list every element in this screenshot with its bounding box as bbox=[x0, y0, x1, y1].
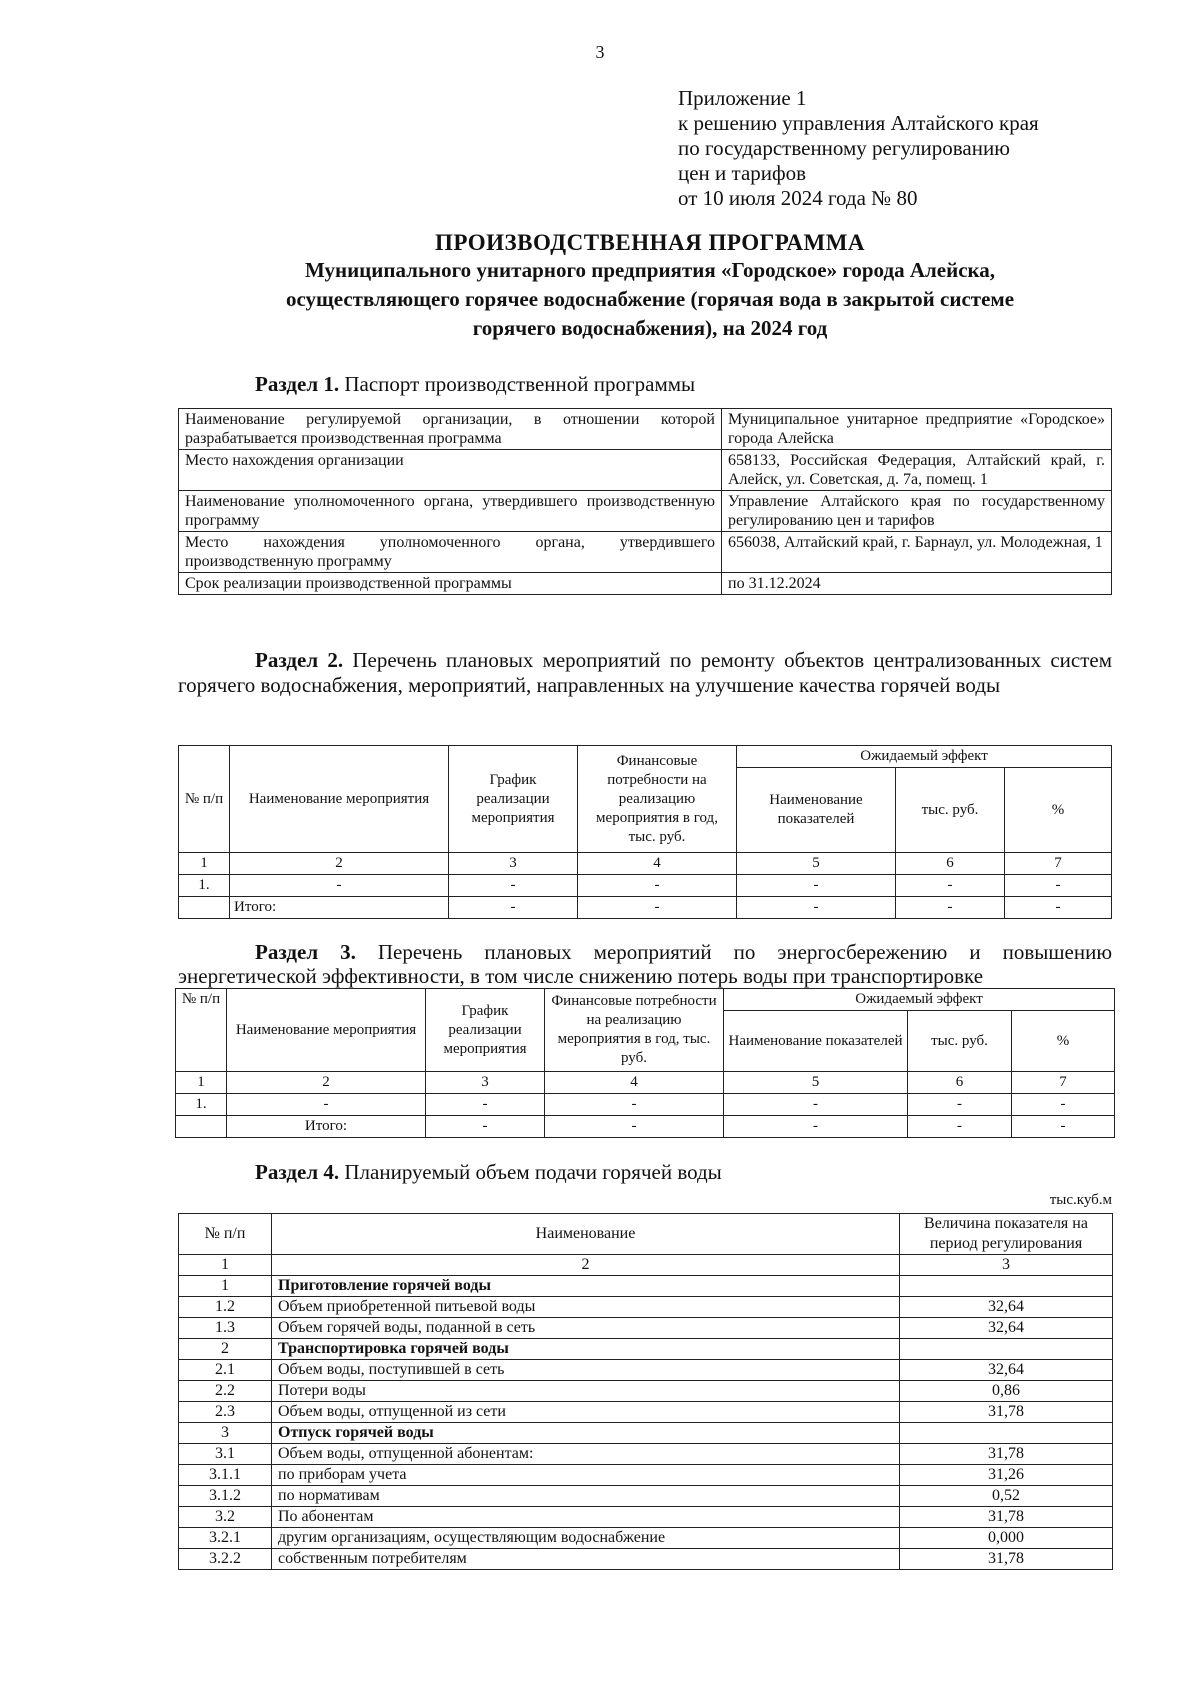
col-header-num: № п/п bbox=[179, 746, 230, 853]
table-row bbox=[179, 1339, 1113, 1360]
column-numbers-row bbox=[179, 1255, 1113, 1276]
section4-label: Раздел 4. bbox=[255, 1160, 340, 1184]
col-header-indicator: Наименование показателей bbox=[737, 768, 896, 853]
column-number: 1 bbox=[179, 853, 230, 875]
column-number: 6 bbox=[908, 1072, 1012, 1094]
row-value: 31,78 bbox=[900, 1507, 1113, 1528]
section1-text: Паспорт производственной программы bbox=[344, 372, 696, 396]
row-number: 1.3 bbox=[179, 1318, 272, 1339]
table-row bbox=[179, 1360, 1113, 1381]
table-row bbox=[179, 1549, 1113, 1570]
row-number: 3.1.1 bbox=[179, 1465, 272, 1486]
title-sub-line: горячего водоснабжения), на 2024 год bbox=[472, 316, 828, 340]
table-row bbox=[179, 409, 1112, 450]
column-number: 5 bbox=[737, 853, 896, 875]
passport-field-value: 656038, Алтайский край, г. Барнаул, ул. Молодежная, 1 bbox=[722, 532, 1112, 573]
row-name: Потери воды bbox=[272, 1381, 900, 1402]
section4-table bbox=[178, 1213, 1113, 1570]
annex-line: по государственному регулированию bbox=[678, 136, 1010, 160]
section1-heading bbox=[255, 372, 1115, 397]
row-value bbox=[900, 1276, 1113, 1297]
row-number: 3.1.2 bbox=[179, 1486, 272, 1507]
col-header-indicator: Наименование показателей bbox=[724, 1011, 908, 1072]
column-number: 7 bbox=[1005, 853, 1112, 875]
column-number: 5 bbox=[724, 1072, 908, 1094]
section3-heading bbox=[178, 940, 1112, 988]
passport-field-name: Наименование уполномоченного органа, утвердившего производственную программу bbox=[179, 491, 722, 532]
row-value: 31,78 bbox=[900, 1402, 1113, 1423]
section2-text: Перечень плановых мероприятий по ремонту объектов централизованных систем горячего водоснабжения, мероприятий, направленных на улучшение качества горячей воды bbox=[178, 648, 1112, 697]
row-name: другим организациям, осуществляющим водоснабжение bbox=[272, 1528, 900, 1549]
col-header-num: № п/п bbox=[176, 989, 227, 1072]
table-cell: 1. bbox=[179, 875, 230, 897]
row-value: 32,64 bbox=[900, 1318, 1113, 1339]
passport-field-name: Наименование регулируемой организации, в отношении которой разрабатывается производственная программа bbox=[179, 409, 722, 450]
passport-field-value: по 31.12.2024 bbox=[722, 573, 1112, 595]
col-header-name: Наименование мероприятия bbox=[227, 989, 426, 1072]
column-number: 3 bbox=[449, 853, 578, 875]
row-value: 31,78 bbox=[900, 1444, 1113, 1465]
col-header-effect: Ожидаемый эффект bbox=[724, 989, 1115, 1011]
row-name: Приготовление горячей воды bbox=[272, 1276, 900, 1297]
total-label: Итого: bbox=[227, 1116, 426, 1138]
table-row bbox=[179, 1381, 1113, 1402]
section4-text: Планируемый объем подачи горячей воды bbox=[344, 1160, 722, 1184]
col-header-value: Величина показателя на период регулирования bbox=[900, 1214, 1113, 1255]
row-name: Объем горячей воды, поданной в сеть bbox=[272, 1318, 900, 1339]
column-number: 4 bbox=[578, 853, 737, 875]
row-number: 3.2.1 bbox=[179, 1528, 272, 1549]
passport-field-name: Место нахождения уполномоченного органа, утвердившего производственную программу bbox=[179, 532, 722, 573]
col-header-finance: Финансовые потребности на реализацию мероприятия в год, тыс. руб. bbox=[578, 746, 737, 853]
row-value: 0,86 bbox=[900, 1381, 1113, 1402]
row-number: 2.1 bbox=[179, 1360, 272, 1381]
row-number: 1 bbox=[179, 1276, 272, 1297]
row-number: 2.2 bbox=[179, 1381, 272, 1402]
section3-label: Раздел 3. bbox=[255, 940, 356, 964]
passport-field-value: 658133, Российская Федерация, Алтайский край, г. Алейск, ул. Советская, д. 7а, помещ. 1 bbox=[722, 450, 1112, 491]
total-row bbox=[179, 897, 1112, 919]
table-row bbox=[179, 450, 1112, 491]
column-number: 2 bbox=[227, 1072, 426, 1094]
passport-field-name: Срок реализации производственной программы bbox=[179, 573, 722, 595]
row-name: собственным потребителям bbox=[272, 1549, 900, 1570]
table-cell: - bbox=[545, 1116, 724, 1138]
column-numbers-row bbox=[179, 853, 1112, 875]
col-header-finance: Финансовые потребности на реализацию мероприятия в год, тыс. руб. bbox=[545, 989, 724, 1072]
table-row bbox=[179, 491, 1112, 532]
passport-field-value: Управление Алтайского края по государственному регулированию цен и тарифов bbox=[722, 491, 1112, 532]
row-name: Отпуск горячей воды bbox=[272, 1423, 900, 1444]
row-number: 1.2 bbox=[179, 1297, 272, 1318]
table-cell bbox=[179, 897, 230, 919]
row-value bbox=[900, 1423, 1113, 1444]
section3-table bbox=[175, 988, 1115, 1138]
row-name: По абонентам bbox=[272, 1507, 900, 1528]
column-number: 6 bbox=[896, 853, 1005, 875]
table-cell: - bbox=[230, 875, 449, 897]
table-row bbox=[179, 1444, 1113, 1465]
section2-label: Раздел 2. bbox=[255, 648, 344, 672]
table-cell: - bbox=[737, 897, 896, 919]
table-cell: - bbox=[426, 1116, 545, 1138]
table-row bbox=[179, 1318, 1113, 1339]
table-cell: - bbox=[1012, 1094, 1115, 1116]
table-cell: - bbox=[896, 875, 1005, 897]
row-name: Объем воды, поступившей в сеть bbox=[272, 1360, 900, 1381]
table-row bbox=[179, 1423, 1113, 1444]
table-cell: - bbox=[724, 1094, 908, 1116]
row-value: 31,26 bbox=[900, 1465, 1113, 1486]
column-number: 3 bbox=[426, 1072, 545, 1094]
table-cell: - bbox=[426, 1094, 545, 1116]
table-row bbox=[179, 1528, 1113, 1549]
column-number: 7 bbox=[1012, 1072, 1115, 1094]
column-number: 2 bbox=[230, 853, 449, 875]
table-row bbox=[179, 532, 1112, 573]
row-number: 2.3 bbox=[179, 1402, 272, 1423]
row-name: Объем воды, отпущенной абонентам: bbox=[272, 1444, 900, 1465]
col-header-schedule: График реализации мероприятия bbox=[449, 746, 578, 853]
row-name: по приборам учета bbox=[272, 1465, 900, 1486]
row-value: 0,000 bbox=[900, 1528, 1113, 1549]
row-name: Транспортировка горячей воды bbox=[272, 1339, 900, 1360]
section1-label: Раздел 1. bbox=[255, 372, 340, 396]
title-sub-line: Муниципального унитарного предприятия «Городское» города Алейска, bbox=[304, 258, 996, 282]
column-number: 3 bbox=[900, 1255, 1113, 1276]
col-header-name: Наименование bbox=[272, 1214, 900, 1255]
table-cell: - bbox=[545, 1094, 724, 1116]
annex-line: Приложение 1 bbox=[678, 86, 807, 110]
total-row bbox=[176, 1116, 1115, 1138]
table-cell: - bbox=[578, 897, 737, 919]
row-value: 31,78 bbox=[900, 1549, 1113, 1570]
title-main: ПРОИЗВОДСТВЕННАЯ ПРОГРАММА bbox=[434, 230, 866, 255]
section3-text: Перечень плановых мероприятий по энергосбережению и повышению энергетической эффективности, в том числе снижению потерь воды при транспортировке bbox=[178, 940, 1113, 988]
table-cell: - bbox=[737, 875, 896, 897]
section4-heading bbox=[255, 1160, 1115, 1185]
total-label: Итого: bbox=[230, 897, 449, 919]
title-sub-line: осуществляющего горячее водоснабжение (горячая вода в закрытой системе bbox=[285, 287, 1015, 311]
col-header-thousand-rub: тыс. руб. bbox=[896, 768, 1005, 853]
col-header-effect: Ожидаемый эффект bbox=[737, 746, 1112, 768]
table-cell: - bbox=[1012, 1116, 1115, 1138]
table-cell: - bbox=[578, 875, 737, 897]
row-value: 32,64 bbox=[900, 1360, 1113, 1381]
table-row bbox=[179, 1297, 1113, 1318]
annex-block bbox=[678, 86, 1039, 211]
table-cell: - bbox=[908, 1094, 1012, 1116]
passport-table bbox=[178, 408, 1112, 595]
table-row bbox=[179, 1276, 1113, 1297]
row-number: 3.2.2 bbox=[179, 1549, 272, 1570]
column-number: 1 bbox=[179, 1255, 272, 1276]
row-number: 3 bbox=[179, 1423, 272, 1444]
row-number: 3.2 bbox=[179, 1507, 272, 1528]
annex-line: цен и тарифов bbox=[678, 161, 807, 185]
row-name: Объем приобретенной питьевой воды bbox=[272, 1297, 900, 1318]
annex-line: к решению управления Алтайского края bbox=[678, 111, 1039, 135]
table-row bbox=[179, 875, 1112, 897]
table-row bbox=[179, 573, 1112, 595]
page-number: 3 bbox=[595, 42, 605, 62]
col-header-schedule: График реализации мероприятия bbox=[426, 989, 545, 1072]
col-header-name: Наименование мероприятия bbox=[230, 746, 449, 853]
column-number: 2 bbox=[272, 1255, 900, 1276]
row-number: 2 bbox=[179, 1339, 272, 1360]
col-header-percent: % bbox=[1005, 768, 1112, 853]
table-row bbox=[179, 1486, 1113, 1507]
table-cell: - bbox=[227, 1094, 426, 1116]
row-value bbox=[900, 1339, 1113, 1360]
passport-field-name: Место нахождения организации bbox=[179, 450, 722, 491]
table-cell: - bbox=[1005, 875, 1112, 897]
annex-line: от 10 июля 2024 года № 80 bbox=[678, 186, 918, 210]
table-cell: - bbox=[896, 897, 1005, 919]
unit-label: тыс.куб.м bbox=[1049, 1192, 1112, 1208]
table-cell: - bbox=[908, 1116, 1012, 1138]
table-cell: 1. bbox=[176, 1094, 227, 1116]
col-header-thousand-rub: тыс. руб. bbox=[908, 1011, 1012, 1072]
col-header-num: № п/п bbox=[179, 1214, 272, 1255]
section2-heading bbox=[178, 648, 1112, 698]
table-cell: - bbox=[724, 1116, 908, 1138]
table-row bbox=[176, 1094, 1115, 1116]
column-numbers-row bbox=[176, 1072, 1115, 1094]
table-cell: - bbox=[1005, 897, 1112, 919]
row-name: Объем воды, отпущенной из сети bbox=[272, 1402, 900, 1423]
row-value: 0,52 bbox=[900, 1486, 1113, 1507]
column-number: 1 bbox=[176, 1072, 227, 1094]
document-title bbox=[170, 230, 1130, 343]
table-cell bbox=[176, 1116, 227, 1138]
section2-table bbox=[178, 745, 1112, 919]
table-row bbox=[179, 1507, 1113, 1528]
table-cell: - bbox=[449, 897, 578, 919]
passport-field-value: Муниципальное унитарное предприятие «Городское» города Алейска bbox=[722, 409, 1112, 450]
row-number: 3.1 bbox=[179, 1444, 272, 1465]
table-row bbox=[179, 1465, 1113, 1486]
table-cell: - bbox=[449, 875, 578, 897]
row-value: 32,64 bbox=[900, 1297, 1113, 1318]
table-row bbox=[179, 1402, 1113, 1423]
col-header-percent: % bbox=[1012, 1011, 1115, 1072]
row-name: по нормативам bbox=[272, 1486, 900, 1507]
column-number: 4 bbox=[545, 1072, 724, 1094]
